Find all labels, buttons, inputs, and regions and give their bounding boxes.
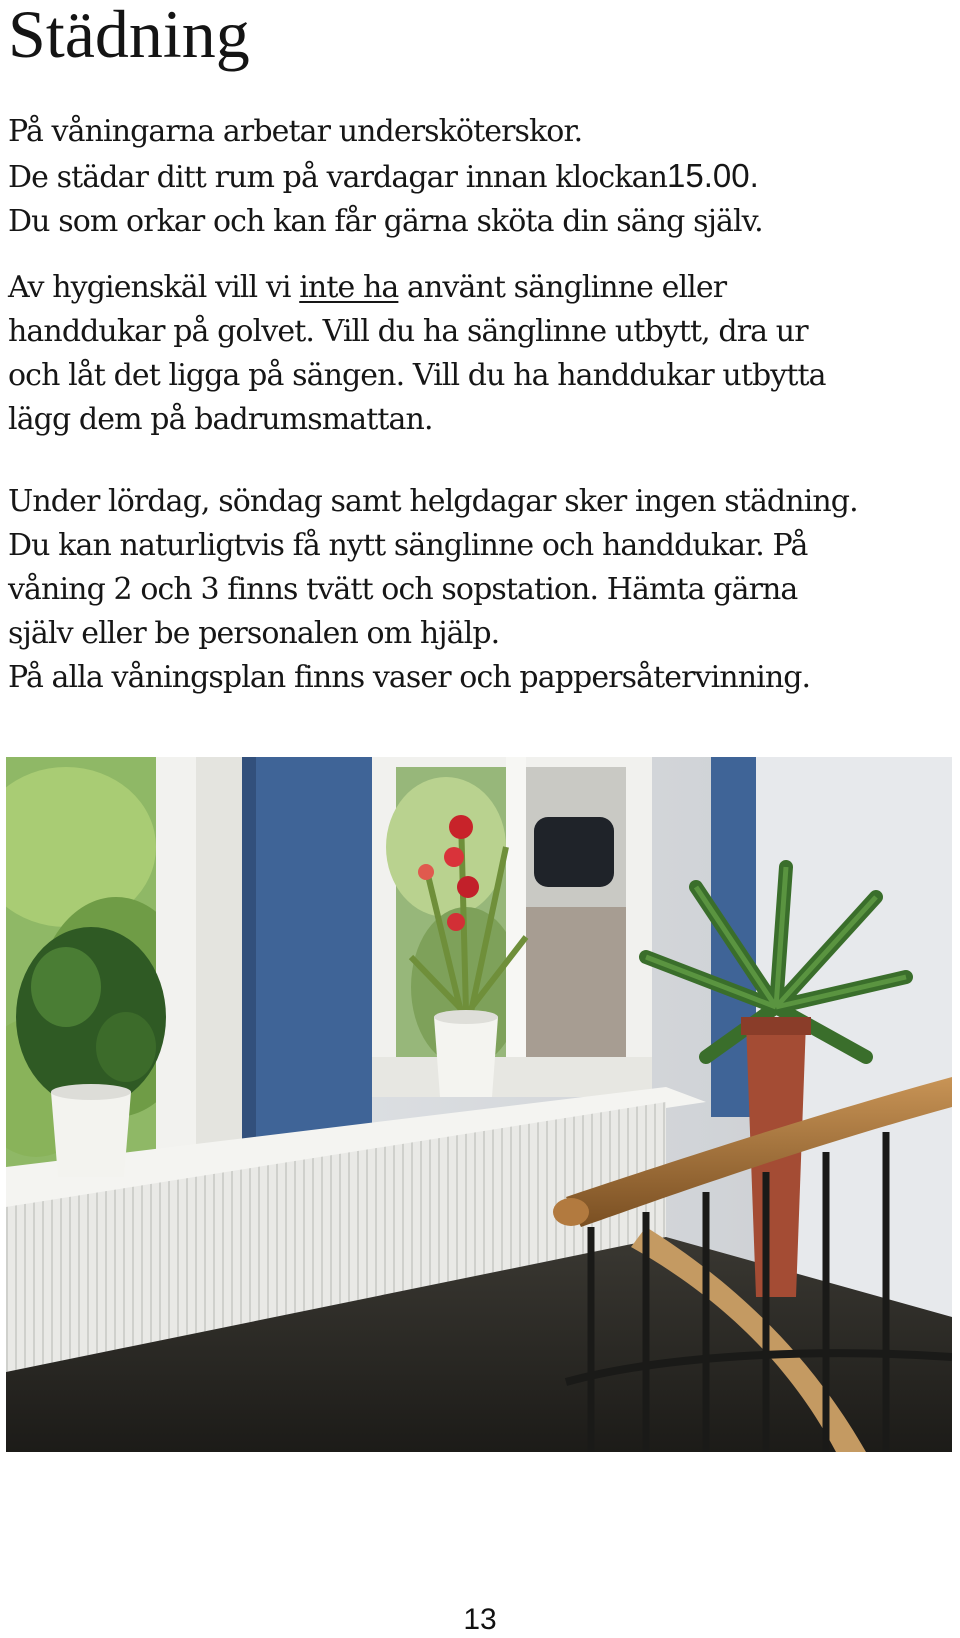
text-line: På alla våningsplan finns vaser och pappersåtervinning. <box>8 660 811 695</box>
text-line <box>8 266 948 310</box>
text-line: Du som orkar och kan får gärna sköta din säng själv. <box>8 204 763 239</box>
stairwell-photo <box>6 757 952 1452</box>
text-line: Du kan naturligtvis få nytt sänglinne och handdukar. På <box>8 528 808 563</box>
cleaning-time: 15.00. <box>667 157 759 194</box>
text-line: själv eller be personalen om hjälp. <box>8 616 500 651</box>
text-line: handdukar på golvet. Vill du ha sänglinne utbytt, dra ur <box>8 314 808 349</box>
page-number: 13 <box>463 1603 497 1636</box>
text-line: Under lördag, söndag samt helgdagar sker ingen städning. <box>8 484 858 519</box>
text-line: och låt det ligga på sängen. Vill du ha handdukar utbytta <box>8 358 826 393</box>
text-line <box>8 154 948 200</box>
text-segment: De städar ditt rum på vardagar innan klockan <box>8 160 667 195</box>
stairwell-illustration <box>6 757 952 1452</box>
page-title: Städning <box>8 0 250 72</box>
paragraph-hygiene <box>8 266 948 442</box>
paragraph-weekends <box>8 480 948 700</box>
paragraph-staff-cleaning <box>8 110 948 244</box>
middle-window <box>372 757 652 1097</box>
underlined-phrase: inte ha <box>299 270 399 305</box>
text-segment: använt sänglinne eller <box>398 270 727 305</box>
text-line: På våningarna arbetar undersköterskor. <box>8 114 583 149</box>
text-segment: Av hygienskäl vill vi <box>8 270 300 305</box>
text-line: våning 2 och 3 finns tvätt och sopstation. Hämta gärna <box>8 572 798 607</box>
text-line: lägg dem på badrumsmattan. <box>8 402 433 437</box>
blue-pillar <box>242 757 372 1177</box>
